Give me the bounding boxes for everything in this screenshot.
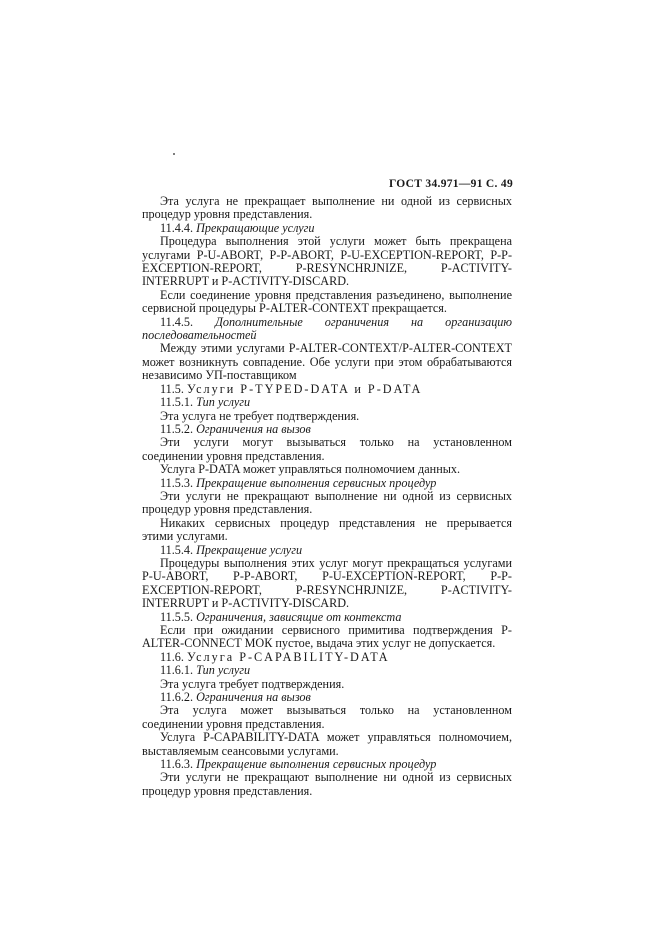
- paragraph-text: Эта услуга не прекращает выполнение ни одной из сервисных процедур уровня представления.: [142, 194, 512, 222]
- section-number: 11.5.1.: [160, 395, 197, 410]
- paragraph-text: Эти услуги могут вызываться только на установленном соединении уровня представления.: [142, 435, 512, 463]
- paragraph: [142, 731, 512, 758]
- paragraph-text: Эта услуга требует подтверждения.: [160, 676, 345, 691]
- section-title: Прекращающие услуги: [196, 220, 315, 235]
- section-number: 11.4.4.: [160, 220, 197, 235]
- paragraph: [142, 342, 512, 382]
- paragraph-text: Услуга P-CAPABILITY-DATA может управляться полномочием, выставляемым сеансовыми услугами.: [142, 730, 512, 758]
- paragraph-text: Услуга P-DATA может управляться полномочием данных.: [160, 462, 461, 477]
- running-head: ГОСТ 34.971—91 С. 49: [388, 178, 513, 190]
- paragraph-text: Никаких сервисных процедур представления не прерывается этими услугами.: [142, 515, 512, 544]
- paragraph: [142, 490, 512, 517]
- section-number: 11.6.: [160, 649, 187, 664]
- section-number: 11.6.2.: [160, 690, 197, 705]
- subsection-heading: [142, 544, 512, 557]
- paragraph-text: Процедуры выполнения этих услуг могут прекращаться услугами P-U-ABORT, P-P-ABORT, P-U-EXCEPTION-REPORT, P-P-EXCEPTION-REPORT, P-RESYNCHRJNIZE, P-ACTIVITY-INTERRUPT и P-ACTIVITY-DISCARD.: [142, 555, 512, 611]
- section-title: Ограничения на вызов: [196, 690, 311, 705]
- paragraph: [142, 624, 512, 651]
- subsection-heading: [142, 222, 512, 235]
- paragraph-text: Если соединение уровня представления разъединено, выполнение сервисной процедуры P-ALTER-CONTEXT прекращается.: [142, 287, 512, 316]
- paragraph-text: Эта услуга не требует подтверждения.: [160, 408, 360, 423]
- section-title: Прекращение услуги: [196, 542, 303, 557]
- section-title: Ограничения, зависящие от контекста: [196, 609, 402, 624]
- section-title: Ограничения на вызов: [196, 421, 311, 436]
- section-title: Услуги P-TYPED-DATA и P-DATA: [186, 381, 423, 396]
- section-title: Дополнительные ограничения на организацию последовательностей: [142, 314, 512, 343]
- paragraph: [142, 704, 512, 731]
- paragraph: [142, 557, 512, 611]
- section-number: 11.5.: [160, 381, 187, 396]
- paragraph-text: Эти услуги не прекращают выполнение ни одной из сервисных процедур уровня представления.: [142, 770, 512, 798]
- paragraph-text: Эта услуга может вызываться только на установленном соединении уровня представления.: [142, 703, 512, 731]
- section-number: 11.5.5.: [160, 609, 197, 624]
- section-number: 11.5.3.: [160, 475, 197, 490]
- section-heading: [142, 383, 512, 396]
- subsection-heading: [142, 758, 512, 771]
- paragraph-text: Процедура выполнения этой услуги может быть прекращена услугами P-U-ABORT, P-P-ABORT, P-U-EXCEPTION-REPORT, P-P-EXCEPTION-REPORT, P-RESYNCHRJNIZE, P-ACTIVITY-INTERRUPT и P-ACTIVITY-DISCARD.: [142, 234, 512, 289]
- subsection-heading: [142, 477, 512, 490]
- paragraph: [142, 463, 512, 476]
- paragraph: [142, 289, 512, 316]
- paragraph-text: Если при ожидании сервисного примитива подтверждения P-ALTER-CONNECT МОК пустое, выдача этих услуг не допускается.: [142, 623, 512, 651]
- paragraph: [142, 195, 512, 222]
- paragraph: [142, 410, 512, 423]
- section-number: 11.5.2.: [160, 421, 197, 436]
- section-title: Тип услуги: [196, 395, 251, 410]
- paragraph: [142, 436, 512, 463]
- subsection-heading: [142, 611, 512, 624]
- subsection-heading: [142, 316, 512, 343]
- body-text: [142, 195, 512, 798]
- section-heading: [142, 651, 512, 664]
- section-number: 11.5.4.: [160, 542, 197, 557]
- section-number: 11.6.3.: [160, 757, 197, 772]
- scan-speck: [173, 153, 175, 155]
- paragraph: [142, 517, 512, 544]
- paragraph-text: Между этими услугами P-ALTER-CONTEXT/P-ALTER-CONTEXT может возникнуть совпадение. Обе услуги при этом обрабатываются независимо УП-поставщиком: [142, 341, 512, 383]
- subsection-heading: [142, 396, 512, 409]
- subsection-heading: [142, 423, 512, 436]
- section-title: Прекращение выполнения сервисных процедур: [196, 757, 437, 772]
- section-number: 11.4.5.: [160, 314, 216, 329]
- paragraph-text: Эти услуги не прекращают выполнение ни одной из сервисных процедур уровня представления.: [142, 488, 512, 517]
- subsection-heading: [142, 664, 512, 677]
- section-title: Тип услуги: [196, 663, 251, 678]
- paragraph: [142, 235, 512, 289]
- section-title: Прекращение выполнения сервисных процедур: [196, 475, 437, 490]
- section-number: 11.6.1.: [160, 663, 197, 678]
- subsection-heading: [142, 691, 512, 704]
- paragraph: [142, 678, 512, 691]
- section-title: Услуга P-CAPABILITY-DATA: [186, 649, 390, 664]
- paragraph: [142, 771, 512, 798]
